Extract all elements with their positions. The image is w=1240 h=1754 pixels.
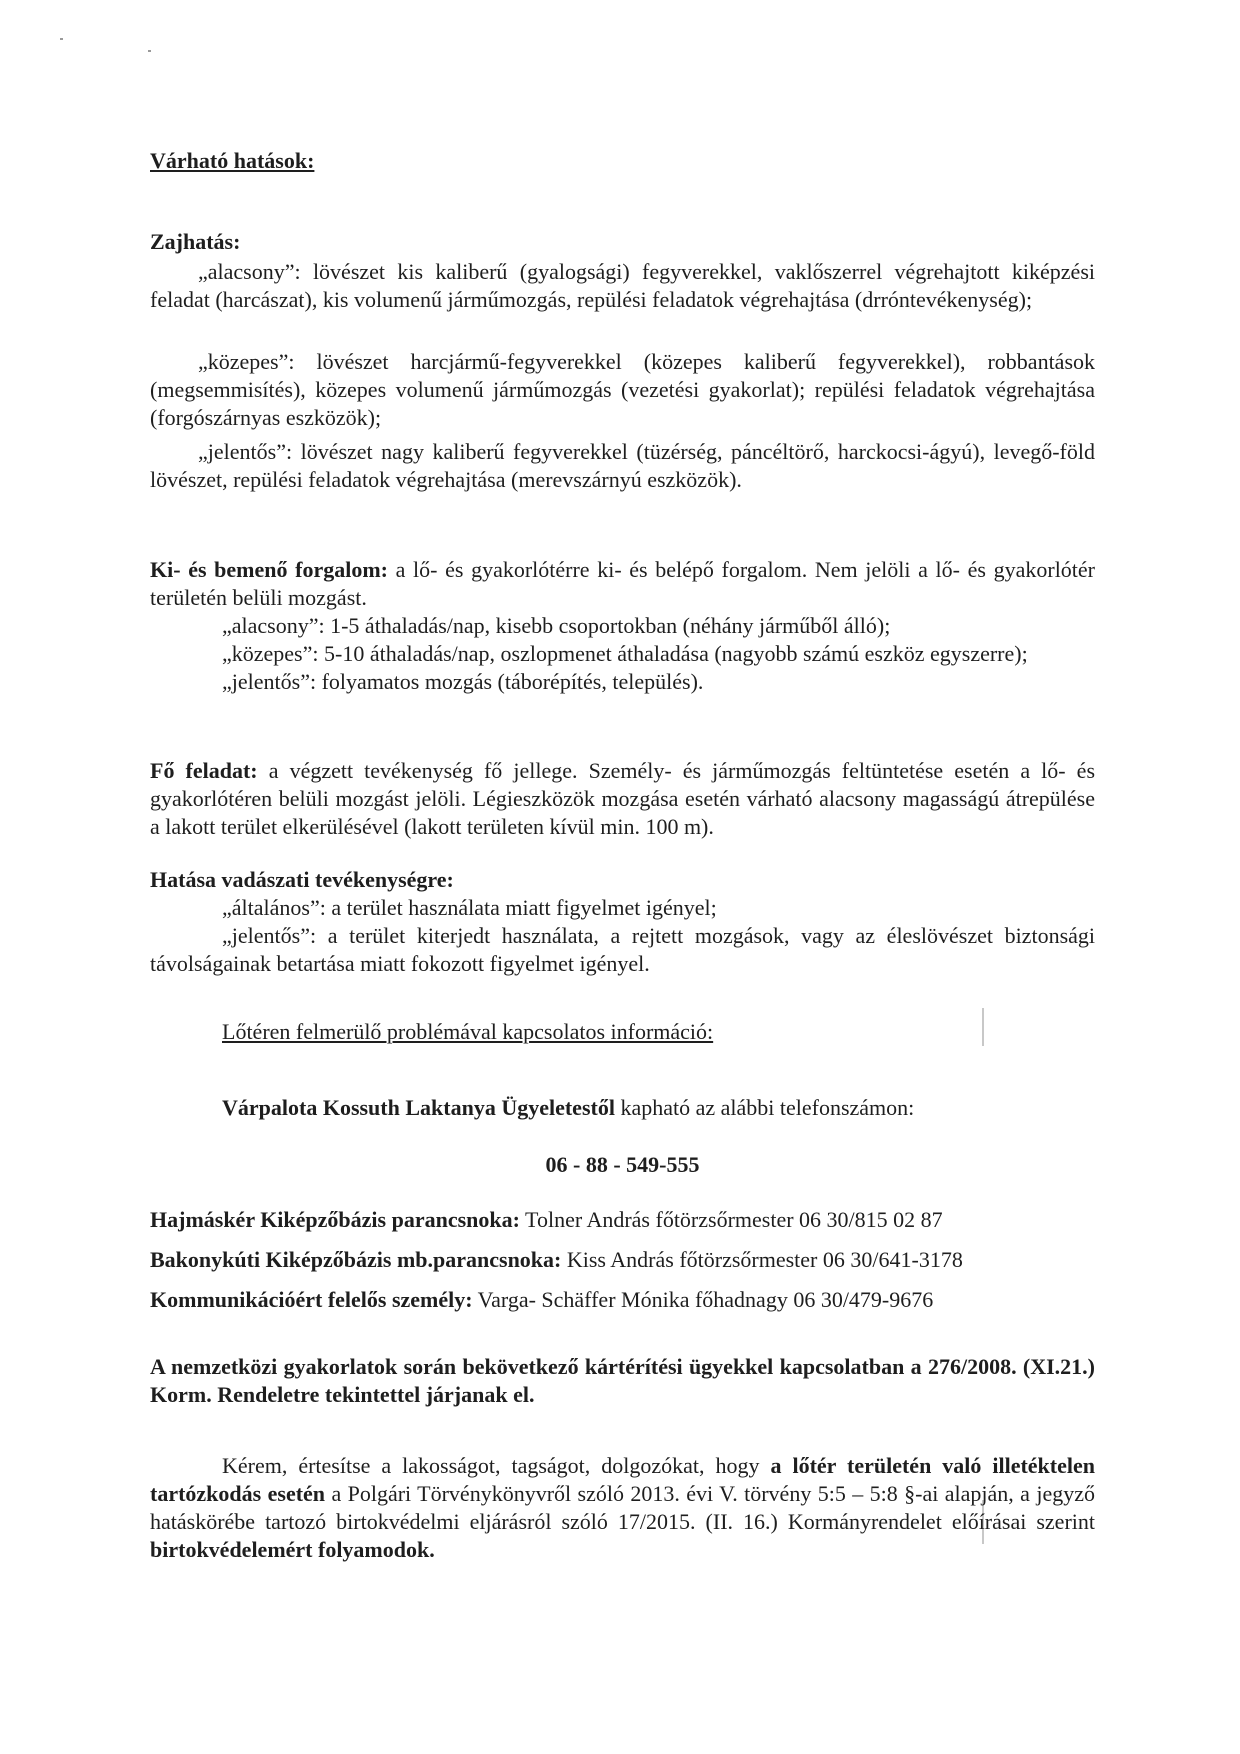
info-title — [222, 1018, 1095, 1046]
noise-high-text: lövészet nagy kaliberű fegyverekkel (tüzérség, páncéltörő, harckocsi-ágyú), levegő-föld lövészet, repülési feladatok végrehajtása (merevszárnyú eszközök). — [150, 439, 1095, 492]
contact-value: Varga- Schäffer Mónika főhadnagy 06 30/479-9676 — [472, 1287, 934, 1312]
section-heading — [150, 147, 1095, 175]
info-title-text: Lőtéren felmerülő problémával kapcsolatos információ: — [222, 1019, 714, 1044]
traffic-low: „alacsony”: 1-5 áthaladás/nap, kisebb csoportokban (néhány járműből álló); — [222, 613, 891, 638]
traffic-medium: „közepes”: 5-10 áthaladás/nap, oszlopmenet áthaladása (nagyobb számú eszköz egyszerre); — [222, 641, 1028, 666]
contact-value: Tolner András főtörzsőrmester 06 30/815 02 87 — [519, 1207, 943, 1232]
contact-line — [150, 1286, 1095, 1314]
noise-high-paragraph — [150, 438, 1095, 494]
main-task-text: a végzett tevékenység fő jellege. Személy- és járműmozgás feltüntetése esetén a lő- és gyakorlótéren belüli mozgást jelöli. Légieszközök mozgása esetén várható alacsony magasságú átrepülése a lakott terület elkerülésével (lakott területen kívül min. 100 m). — [150, 758, 1096, 839]
noise-low-label: „alacsony”: — [198, 259, 301, 284]
noise-low-paragraph — [150, 258, 1095, 314]
compensation-text: A nemzetközi gyakorlatok során bekövetkező kártérítési ügyekkel kapcsolatban a 276/2008. (XI.21.) Korm. Rendeletre tekintettel járjanak el. — [150, 1354, 1095, 1407]
closing-bold-2: birtokvédelemért folyamodok. — [150, 1537, 435, 1562]
noise-title-text: Zajhatás: — [150, 229, 241, 254]
noise-title — [150, 228, 1095, 256]
info-line-bold: Várpalota Kossuth Laktanya Ügyeletestől — [222, 1095, 615, 1120]
phone-number-text: 06 - 88 - 549-555 — [545, 1152, 700, 1177]
contact-label: Kommunikációért felelős személy: — [150, 1287, 473, 1312]
scan-speck — [60, 38, 63, 40]
info-line-rest: kapható az alábbi telefonszámon: — [614, 1095, 915, 1120]
closing-part-1: Kérem, értesítse a lakosságot, tagságot, dolgozókat, hogy — [222, 1453, 771, 1478]
closing-paragraph — [150, 1452, 1095, 1564]
closing-bold-1: a lőtér területén való illetéktelen tartózkodás esetén — [150, 1453, 1095, 1506]
contact-label: Bakonykúti Kiképzőbázis mb.parancsnoka: — [150, 1247, 562, 1272]
main-task-title: Fő feladat: — [150, 758, 258, 783]
closing-part-2: a Polgári Törvénykönyvről szóló 2013. évi V. törvény 5:5 – 5:8 §-ai alapján, a jegyző hatáskörébe tartozó birtokvédelmi eljárásról szóló 17/2015. (II. 16.) Kormányrendelet előírásai szerint — [150, 1481, 1095, 1534]
traffic-levels — [222, 612, 1095, 696]
noise-high-label: „jelentős”: — [198, 439, 293, 464]
hunting-significant-paragraph — [150, 922, 1095, 978]
hunting-significant-label: „jelentős”: — [222, 923, 317, 948]
noise-low-text: lövészet kis kaliberű (gyalogsági) fegyverekkel, vaklőszerrel végrehajtott kiképzési feladat (harcászat), kis volumenű járműmozgás, repülési feladatok végrehajtása (drróntevékenység); — [150, 259, 1095, 312]
traffic-intro — [150, 556, 1095, 612]
info-line — [222, 1094, 1095, 1122]
hunting-general-text: „általános”: a terület használata miatt figyelmet igényel; — [222, 895, 717, 920]
hunting-title — [150, 866, 1095, 894]
traffic-high: „jelentős”: folyamatos mozgás (táborépítés, település). — [222, 669, 704, 694]
contact-value: Kiss András főtörzsőrmester 06 30/641-3178 — [561, 1247, 963, 1272]
hunting-general — [222, 894, 1095, 922]
contact-label: Hajmáskér Kiképzőbázis parancsnoka: — [150, 1207, 520, 1232]
contact-line — [150, 1246, 1095, 1274]
noise-medium-paragraph — [150, 348, 1095, 432]
compensation-paragraph — [150, 1353, 1095, 1409]
hunting-significant-text: a terület kiterjedt használata, a rejtett mozgások, vagy az éleslövészet biztonsági távolságainak betartása miatt fokozott figyelmet igényel. — [150, 923, 1096, 976]
scan-speck — [148, 50, 151, 52]
noise-medium-label: „közepes”: — [198, 349, 295, 374]
phone-number — [150, 1151, 1095, 1179]
traffic-title: Ki- és bemenő forgalom: — [150, 557, 388, 582]
contact-line — [150, 1206, 1095, 1234]
main-task-paragraph — [150, 757, 1095, 841]
noise-medium-text: lövészet harcjármű-fegyverekkel (közepes kaliberű fegyverekkel), robbantások (megsemmisítés), közepes volumenű járműmozgás (vezetési gyakorlat); repülési feladatok végrehajtása (forgószárnyas eszközök); — [150, 349, 1096, 430]
traffic-intro-text: a lő- és gyakorlótérre ki- és belépő forgalom. Nem jelöli a lő- és gyakorlótér területén belüli mozgást. — [150, 557, 1096, 610]
hunting-title-text: Hatása vadászati tevékenységre: — [150, 867, 454, 892]
heading-text: Várható hatások: — [150, 148, 315, 173]
